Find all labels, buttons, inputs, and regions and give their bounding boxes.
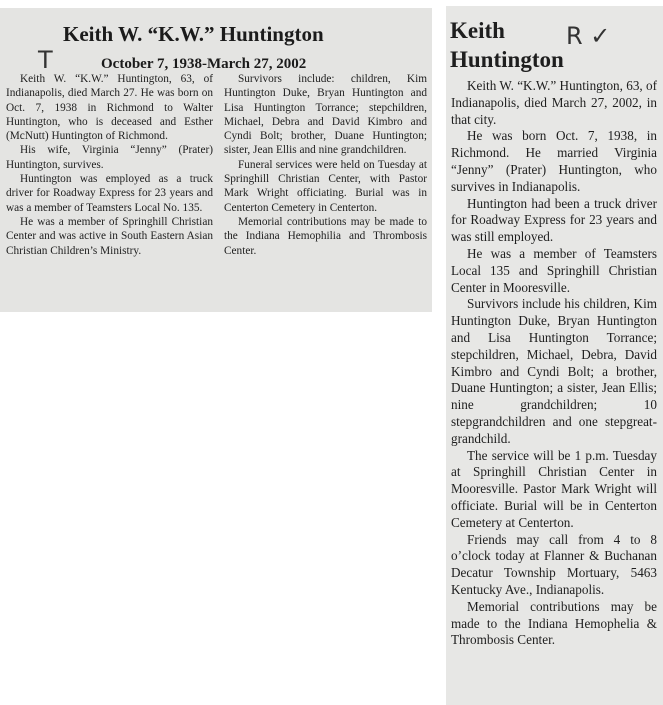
left-obituary-title: Keith W. “K.W.” Huntington: [63, 22, 324, 46]
paragraph: Friends may call from 4 to 8 o’clock today at Flanner & Buchanan Decatur Township Mortuary, 5463 Kentucky Ave., Indianapolis.: [451, 531, 657, 597]
paragraph: He was a member of Springhill Christian Center and was active in South Eastern Asian Christian Children’s Ministry.: [6, 215, 213, 257]
paragraph: He was born Oct. 7, 1938, in Richmond. He married Virginia “Jenny” (Prater) Huntington, who survives in Indianapolis.: [451, 128, 657, 194]
paragraph: Huntington had been a truck driver for Roadway Express for 23 years and was still employed.: [451, 195, 657, 245]
paragraph: Survivors include: children, Kim Huntington Duke, Bryan Huntington and Lisa Huntington Torrance; stepchildren, Michael, Debra and David Kimbro and Cyndi Bolt; brother, Duane Huntington; sister, Jean Ellis and nine grandchildren.: [224, 73, 427, 157]
left-obituary-column-2: [224, 72, 427, 258]
paragraph: Survivors include his children, Kim Huntington Duke, Bryan Huntington and Lisa Huntington Torrance; stepchildren, Michael, Debra, David Kimbro and Cyndi Bolt; a brother, Duane Huntington; a sister, Jean Ellis; nine grandchildren; 10 stepgrandchildren and one stepgreat-grandchild.: [451, 296, 657, 446]
paragraph: Huntington was employed as a truck driver for Roadway Express for 23 years and was a member of Teamsters Local No. 135.: [6, 173, 213, 214]
right-obituary-title: [450, 16, 564, 74]
right-obituary-body: [451, 78, 657, 649]
left-obituary-clipping: [0, 8, 432, 312]
paragraph: The service will be 1 p.m. Tuesday at Springhill Christian Center in Mooresville. Pastor Mark Wright will officiate. Burial will be in Centerton Cemetery at Centerton.: [451, 447, 657, 530]
paragraph: Memorial contributions may be made to the Indiana Hemophelia & Thrombosis Center.: [451, 598, 657, 648]
handwritten-mark-t: T: [38, 46, 53, 74]
left-obituary-dates: October 7, 1938-March 27, 2002: [101, 56, 307, 72]
left-obituary-column-1: [6, 72, 213, 258]
paragraph: He was a member of Teamsters Local 135 and Springhill Christian Center in Mooresville.: [451, 245, 657, 295]
paragraph: Memorial contributions may be made to the Indiana Hemophilia and Thrombosis Center.: [224, 215, 427, 257]
title-line-1: Keith: [450, 18, 505, 43]
paragraph: Funeral services were held on Tuesday at Springhill Christian Center, with Pastor Mark Wright officiating. Burial was in Centerton Cemetery in Centerton.: [224, 158, 427, 214]
right-obituary-clipping: [446, 6, 663, 705]
paragraph: Keith W. “K.W.” Huntington, 63, of Indianapolis, died March 27. He was born on Oct. 7, 1938 in Richmond to Walter Huntington, who is deceased and Esther (McNutt) Huntington of Richmond.: [6, 73, 213, 143]
handwritten-mark-r-check: R ✓: [566, 22, 611, 50]
title-line-2: Huntington: [450, 47, 564, 72]
paragraph: Keith W. “K.W.” Huntington, 63, of Indianapolis, died March 27, 2002, in that city.: [451, 78, 657, 127]
paragraph: His wife, Virginia “Jenny” (Prater) Huntington, survives.: [6, 144, 213, 171]
